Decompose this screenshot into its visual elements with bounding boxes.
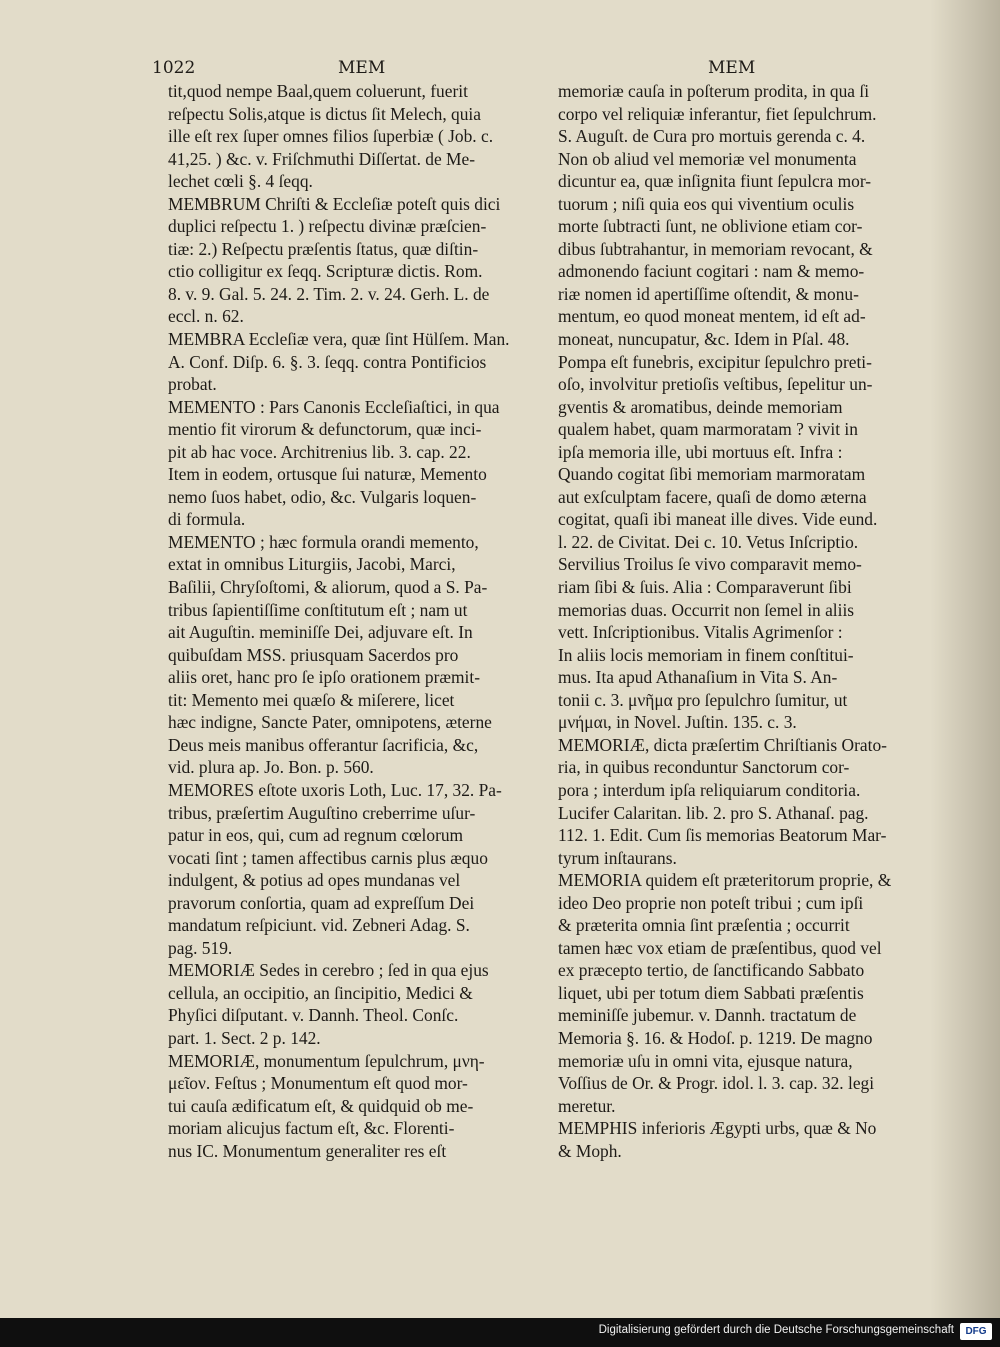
text-line: eccl. n. 62. [168, 306, 244, 327]
text-line: mentio fit virorum & defunctorum, quæ inci- [168, 419, 482, 440]
text-line: vocati ſint ; tamen affectibus carnis plus æquo [168, 847, 488, 868]
text-line: MEMORIÆ, dicta præſertim Chriſtianis Orato- [558, 734, 887, 755]
text-line: di formula. [168, 509, 246, 530]
text-line: μνήμαι, in Novel. Juſtin. 135. c. 3. [558, 712, 797, 733]
text-line: memoriæ uſu in omni vita, ejusque natura, [558, 1050, 853, 1071]
text-line: pravorum conſortia, quam ad expreſſum Dei [168, 892, 475, 913]
text-line: MEMBRUM Chriſti & Eccleſiæ poteſt quis dici [168, 193, 501, 214]
text-line: liquet, ubi per totum diem Sabbati præſentis [558, 982, 864, 1003]
text-line: moneat, nuncupatur, &c. Idem in Pſal. 48. [558, 329, 850, 350]
footer-bar [0, 1318, 1000, 1347]
text-line: admonendo faciunt cogitari : nam & memo- [558, 261, 865, 282]
spine-shadow [930, 0, 1000, 1318]
page-number: 1022 [152, 58, 196, 78]
text-line: pit ab hac voce. Architrenius lib. 3. cap. 22. [168, 441, 471, 462]
text-line: qualem habet, quam marmoratam ? vivit in [558, 419, 858, 440]
text-line: meminiſſe jubemur. v. Dannh. tractatum de [558, 1005, 857, 1026]
text-line: Phyſici diſputant. v. Dannh. Theol. Conſc. [168, 1005, 459, 1026]
text-line: Baſilii, Chryſoſtomi, & aliorum, quod a S. Pa- [168, 577, 488, 598]
text-line: cogitat, quaſi ibi maneat ille dives. Vide eund. [558, 509, 878, 530]
text-line: ille eſt rex ſuper omnes filios ſuperbiæ ( Job. c. [168, 126, 494, 147]
text-line: memoriæ cauſa in poſterum prodita, in qua ſi [558, 81, 870, 101]
text-line: pora ; interdum ipſa reliquiarum conditoria. [558, 779, 861, 800]
text-line: 41,25. ) &c. v. Friſchmuthi Diſſertat. de Me- [168, 148, 476, 169]
running-head-left: MEM [338, 58, 386, 78]
dfg-logo: DFG [960, 1323, 992, 1340]
text-line: Voſſius de Or. & Progr. idol. l. 3. cap. 32. legi [558, 1073, 875, 1094]
text-line: mentum, eo quod moneat mentem, id eſt ad- [558, 306, 866, 327]
text-line: S. Auguſt. de Cura pro mortuis gerenda c. 4. [558, 126, 866, 147]
text-line: lechet cœli §. 4 ſeqq. [168, 171, 313, 192]
text-line: Lucifer Calaritan. lib. 2. pro S. Athanaſ. pag. [558, 802, 869, 823]
text-line: morte ſubtracti ſunt, ne oblivione etiam cor- [558, 216, 863, 237]
text-line: reſpectu Solis,atque is dictus ſit Melech, quia [168, 103, 481, 124]
text-line: μεῖον. Feſtus ; Monumentum eſt quod mor- [168, 1073, 468, 1094]
text-line: tit,quod nempe Baal,quem coluerunt, fuerit [168, 81, 468, 101]
text-line: Servilius Troilus ſe vivo comparavit memo- [558, 554, 862, 575]
text-line: corpo vel reliquiæ inferantur, fiet ſepulchrum. [558, 103, 877, 124]
text-line: Item in eodem, ortusque ſui naturæ, Memento [168, 464, 487, 485]
text-line: vett. Inſcriptionibus. Vitalis Agrimenſor : [558, 622, 843, 643]
text-line: & præterita omnia ſint præſentia ; occurrit [558, 915, 850, 936]
text-line: dibus ſubtrahantur, in memoriam revocant, & [558, 238, 873, 259]
text-line: mus. Ita apud Athanaſium in Vita S. An- [558, 667, 838, 688]
text-line: tit: Memento mei quæſo & miſerere, licet [168, 689, 455, 710]
text-line: Memoria §. 16. & Hodoſ. p. 1219. De magno [558, 1027, 873, 1048]
text-line: l. 22. de Civitat. Dei c. 10. Vetus Inſcriptio. [558, 531, 859, 552]
text-line: aut exſculptam facere, quaſi de domo æterna [558, 486, 867, 507]
text-line: tyrum inſtaurans. [558, 847, 677, 868]
text-line: tribus, præſertim Auguſtino creberrime uſur- [168, 802, 476, 823]
text-line: Pompa eſt funebris, excipitur ſepulchro preti- [558, 351, 872, 372]
text-line: In aliis locis memoriam in finem conſtitui- [558, 644, 854, 665]
text-line: A. Conf. Diſp. 6. §. 3. ſeqq. contra Pontificios [168, 351, 487, 372]
text-line: tiæ: 2.) Reſpectu præſentis ſtatus, quæ diſtin- [168, 238, 479, 259]
text-line: MEMORIÆ Sedes in cerebro ; ſed in qua ejus [168, 960, 489, 981]
text-line: moriam alicujus factum eſt, &c. Florenti- [168, 1118, 455, 1139]
text-line: MEMORIA quidem eſt præteritorum proprie, & [558, 870, 892, 891]
funding-credit: Digitalisierung gefördert durch die Deutsche Forschungsgemeinschaft [598, 1324, 954, 1336]
text-line: tribus ſapientiſſime conſtitutum eſt ; nam ut [168, 599, 468, 620]
text-line: nus IC. Monumentum generaliter res eſt [168, 1140, 447, 1161]
text-line: MEMBRA Eccleſiæ vera, quæ ſint Hülſem. Man. [168, 329, 510, 350]
text-line: MEMORIÆ, monumentum ſepulchrum, μνη- [168, 1050, 485, 1071]
text-line: oſo, involvitur pretioſis veſtibus, ſepelitur un- [558, 374, 873, 395]
text-line: ex præcepto tertio, de ſanctificando Sabbato [558, 960, 865, 981]
text-line: nemo ſuos habet, odio, &c. Vulgaris loquen- [168, 486, 477, 507]
text-line: 112. 1. Edit. Cum ſis memorias Beatorum Mar- [558, 825, 887, 846]
text-line: ria, in quibus reconduntur Sanctorum cor- [558, 757, 850, 778]
text-line: ait Auguſtin. meminiſſe Dei, adjuvare eſt. In [168, 622, 473, 643]
text-line: quibuſdam MSS. priusquam Sacerdos pro [168, 644, 459, 665]
text-line: tamen hæc vox etiam de præſentibus, quod vel [558, 937, 882, 958]
text-line: riam ſibi & ſuis. Alia : Comparaverunt ſibi [558, 577, 852, 598]
text-line: tonii c. 3. μνῆμα pro ſepulchro ſumitur, ut [558, 689, 848, 710]
text-line: ctio colligitur ex ſeqq. Scripturæ dictis. Rom. [168, 261, 483, 282]
text-line: riæ nomen id apertiſſime oſtendit, & monu- [558, 283, 859, 304]
text-line: extat in omnibus Liturgiis, Jacobi, Marci, [168, 554, 456, 575]
text-line: hæc indigne, Sancte Pater, omnipotens, æterne [168, 712, 492, 733]
text-line: dicuntur ea, quæ inſignita fiunt ſepulcra mor- [558, 171, 872, 192]
text-line: MEMENTO ; hæc formula orandi memento, [168, 531, 479, 552]
text-line: MEMENTO : Pars Canonis Eccleſiaſtici, in qua [168, 396, 500, 417]
text-line: vid. plura ap. Jo. Bon. p. 560. [168, 757, 374, 778]
text-line: indulgent, & potius ad opes mundanas vel [168, 870, 461, 891]
text-line: MEMORES eſtote uxoris Loth, Luc. 17, 32. Pa- [168, 779, 502, 800]
text-line: tui cauſa ædificatum eſt, & quidquid ob me- [168, 1095, 474, 1116]
text-line: MEMPHIS inferioris Ægypti urbs, quæ & No [558, 1118, 877, 1139]
text-line: & Moph. [558, 1140, 622, 1161]
text-line: Quando cogitat ſibi memoriam marmoratam [558, 464, 866, 485]
text-line: Deus meis manibus offerantur ſacrificia, &c, [168, 734, 479, 755]
text-line: patur in eos, qui, cum ad regnum cœlorum [168, 825, 464, 846]
text-line: aliis oret, hanc pro ſe ipſo orationem præmit- [168, 667, 480, 688]
text-line: gventis & aromatibus, deinde memoriam [558, 396, 843, 417]
text-line: memorias duas. Occurrit non ſemel in aliis [558, 599, 855, 620]
text-line: 8. v. 9. Gal. 5. 24. 2. Tim. 2. v. 24. Gerh. L. de [168, 283, 490, 304]
text-line: mandatum reſpiciunt. vid. Zebneri Adag. S. [168, 915, 470, 936]
text-line: part. 1. Sect. 2 p. 142. [168, 1027, 321, 1048]
text-line: cellula, an occipitio, an ſincipitio, Medici & [168, 982, 473, 1003]
text-line: ideo Deo proprie non poteſt tribui ; cum ipſi [558, 892, 864, 913]
text-line: probat. [168, 374, 217, 395]
text-line: Non ob aliud vel memoriæ vel monumenta [558, 148, 857, 169]
text-line: tuorum ; niſi quia eos qui viventium oculis [558, 193, 855, 214]
text-line: meretur. [558, 1095, 616, 1116]
running-head-right: MEM [708, 58, 756, 78]
right-text-column [558, 80, 924, 1162]
left-text-column [168, 80, 546, 1162]
text-line: duplici reſpectu 1. ) reſpectu divinæ præſcien- [168, 216, 487, 237]
text-line: ipſa memoria ille, ubi mortuus eſt. Infra : [558, 441, 843, 462]
text-line: pag. 519. [168, 937, 233, 958]
